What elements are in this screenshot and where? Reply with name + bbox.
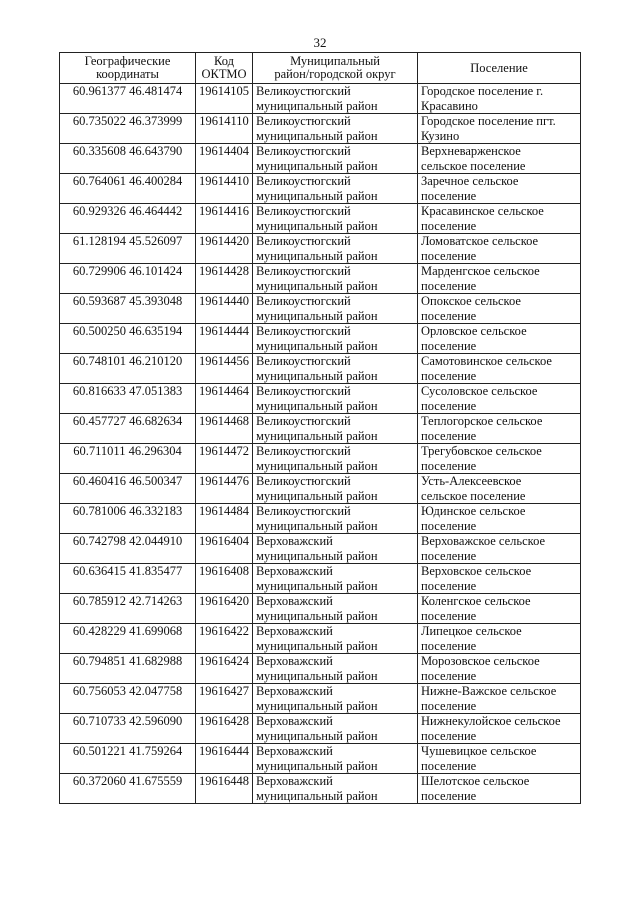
district-cell: Великоустюгский муниципальный район [253, 384, 418, 414]
settlement-cell: Шелотское сельское поселение [418, 774, 581, 804]
oktmo-cell: 19614110 [196, 114, 253, 144]
header-oktmo [196, 53, 253, 84]
oktmo-cell: 19614440 [196, 294, 253, 324]
district-cell: Верховажский муниципальный район [253, 534, 418, 564]
district-cell: Верховажский муниципальный район [253, 744, 418, 774]
oktmo-cell: 19616444 [196, 744, 253, 774]
table-row [60, 294, 581, 324]
oktmo-cell: 19614444 [196, 324, 253, 354]
header-settlement-text: Поселение [470, 60, 528, 75]
table-row [60, 774, 581, 804]
coordinates-cell: 60.636415 41.835477 [60, 564, 196, 594]
table-row [60, 714, 581, 744]
table-body [60, 84, 581, 804]
table-row [60, 594, 581, 624]
oktmo-cell: 19614420 [196, 234, 253, 264]
settlement-cell: Верховское сельское поселение [418, 564, 581, 594]
district-cell: Великоустюгский муниципальный район [253, 174, 418, 204]
settlement-cell: Ломоватское сельское поселение [418, 234, 581, 264]
coordinates-cell: 60.500250 46.635194 [60, 324, 196, 354]
coordinates-cell: 60.593687 45.393048 [60, 294, 196, 324]
table-row [60, 444, 581, 474]
district-cell: Великоустюгский муниципальный район [253, 114, 418, 144]
oktmo-cell: 19614105 [196, 84, 253, 114]
settlement-cell: Самотовинское сельское поселение [418, 354, 581, 384]
table-row [60, 264, 581, 294]
coordinates-cell: 60.742798 42.044910 [60, 534, 196, 564]
settlements-table [59, 52, 581, 804]
settlement-cell: Морозовское сельское поселение [418, 654, 581, 684]
oktmo-cell: 19616424 [196, 654, 253, 684]
district-cell: Великоустюгский муниципальный район [253, 444, 418, 474]
table-row [60, 684, 581, 714]
oktmo-cell: 19614428 [196, 264, 253, 294]
table-row [60, 144, 581, 174]
district-cell: Великоустюгский муниципальный район [253, 474, 418, 504]
coordinates-cell: 60.460416 46.500347 [60, 474, 196, 504]
header-coordinates-text: Географические координаты [84, 54, 171, 81]
coordinates-cell: 60.457727 46.682634 [60, 414, 196, 444]
header-oktmo-text: Код ОКТМО [201, 54, 247, 81]
oktmo-cell: 19616427 [196, 684, 253, 714]
oktmo-cell: 19614456 [196, 354, 253, 384]
table-row [60, 504, 581, 534]
settlement-cell: Сусоловское сельское поселение [418, 384, 581, 414]
district-cell: Верховажский муниципальный район [253, 564, 418, 594]
settlement-cell: Нижне-Важское сельское поселение [418, 684, 581, 714]
oktmo-cell: 19616448 [196, 774, 253, 804]
district-cell: Великоустюгский муниципальный район [253, 144, 418, 174]
coordinates-cell: 60.756053 42.047758 [60, 684, 196, 714]
district-cell: Великоустюгский муниципальный район [253, 204, 418, 234]
table-row [60, 84, 581, 114]
district-cell: Верховажский муниципальный район [253, 654, 418, 684]
table-row [60, 624, 581, 654]
table-row [60, 234, 581, 264]
table-row [60, 174, 581, 204]
district-cell: Верховажский муниципальный район [253, 684, 418, 714]
coordinates-cell: 60.961377 46.481474 [60, 84, 196, 114]
table-row [60, 654, 581, 684]
header-settlement [418, 53, 581, 84]
settlement-cell: Городское поселение пгт. Кузино [418, 114, 581, 144]
coordinates-cell: 60.710733 42.596090 [60, 714, 196, 744]
table-row [60, 474, 581, 504]
table-row [60, 414, 581, 444]
district-cell: Великоустюгский муниципальный район [253, 264, 418, 294]
oktmo-cell: 19614468 [196, 414, 253, 444]
district-cell: Верховажский муниципальный район [253, 594, 418, 624]
settlement-cell: Липецкое сельское поселение [418, 624, 581, 654]
table-row [60, 354, 581, 384]
district-cell: Верховажский муниципальный район [253, 774, 418, 804]
coordinates-cell: 60.781006 46.332183 [60, 504, 196, 534]
header-district-text: Муниципальный район/городской округ [274, 54, 396, 81]
table-header [60, 53, 581, 84]
oktmo-cell: 19614416 [196, 204, 253, 234]
settlement-cell: Заречное сельское поселение [418, 174, 581, 204]
coordinates-cell: 60.929326 46.464442 [60, 204, 196, 234]
coordinates-cell: 60.748101 46.210120 [60, 354, 196, 384]
coordinates-cell: 60.816633 47.051383 [60, 384, 196, 414]
table-row [60, 204, 581, 234]
settlement-cell: Чушевицкое сельское поселение [418, 744, 581, 774]
coordinates-cell: 60.729906 46.101424 [60, 264, 196, 294]
coordinates-cell: 60.428229 41.699068 [60, 624, 196, 654]
oktmo-cell: 19614464 [196, 384, 253, 414]
settlement-cell: Юдинское сельское поселение [418, 504, 581, 534]
coordinates-cell: 60.785912 42.714263 [60, 594, 196, 624]
district-cell: Верховажский муниципальный район [253, 624, 418, 654]
oktmo-cell: 19616422 [196, 624, 253, 654]
district-cell: Великоустюгский муниципальный район [253, 234, 418, 264]
district-cell: Великоустюгский муниципальный район [253, 414, 418, 444]
oktmo-cell: 19616428 [196, 714, 253, 744]
district-cell: Великоустюгский муниципальный район [253, 294, 418, 324]
settlement-cell: Верхневарженское сельское поселение [418, 144, 581, 174]
page-number: 32 [313, 35, 327, 50]
table-row [60, 114, 581, 144]
oktmo-cell: 19614404 [196, 144, 253, 174]
district-cell: Великоустюгский муниципальный район [253, 354, 418, 384]
coordinates-cell: 60.764061 46.400284 [60, 174, 196, 204]
district-cell: Великоустюгский муниципальный район [253, 504, 418, 534]
oktmo-cell: 19614484 [196, 504, 253, 534]
settlement-cell: Опокское сельское поселение [418, 294, 581, 324]
settlement-cell: Верховажское сельское поселение [418, 534, 581, 564]
table-row [60, 744, 581, 774]
header-row [60, 53, 581, 84]
settlement-cell: Красавинское сельское поселение [418, 204, 581, 234]
settlement-cell: Орловское сельское поселение [418, 324, 581, 354]
settlement-cell: Трегубовское сельское поселение [418, 444, 581, 474]
oktmo-cell: 19616404 [196, 534, 253, 564]
settlement-cell: Марденгское сельское поселение [418, 264, 581, 294]
oktmo-cell: 19614472 [196, 444, 253, 474]
settlement-cell: Коленгское сельское поселение [418, 594, 581, 624]
oktmo-cell: 19614476 [196, 474, 253, 504]
table-row [60, 534, 581, 564]
table-row [60, 564, 581, 594]
oktmo-cell: 19616408 [196, 564, 253, 594]
header-coordinates [60, 53, 196, 84]
coordinates-cell: 60.501221 41.759264 [60, 744, 196, 774]
district-cell: Великоустюгский муниципальный район [253, 324, 418, 354]
header-district [253, 53, 418, 84]
oktmo-cell: 19616420 [196, 594, 253, 624]
coordinates-cell: 61.128194 45.526097 [60, 234, 196, 264]
table-row [60, 384, 581, 414]
coordinates-cell: 60.794851 41.682988 [60, 654, 196, 684]
settlement-cell: Городское поселение г. Красавино [418, 84, 581, 114]
coordinates-cell: 60.735022 46.373999 [60, 114, 196, 144]
district-cell: Великоустюгский муниципальный район [253, 84, 418, 114]
coordinates-cell: 60.335608 46.643790 [60, 144, 196, 174]
settlement-cell: Нижнекулойское сельское поселение [418, 714, 581, 744]
oktmo-cell: 19614410 [196, 174, 253, 204]
district-cell: Верховажский муниципальный район [253, 714, 418, 744]
settlement-cell: Усть-Алексеевское сельское поселение [418, 474, 581, 504]
coordinates-cell: 60.711011 46.296304 [60, 444, 196, 474]
table-row [60, 324, 581, 354]
coordinates-cell: 60.372060 41.675559 [60, 774, 196, 804]
settlement-cell: Теплогорское сельское поселение [418, 414, 581, 444]
